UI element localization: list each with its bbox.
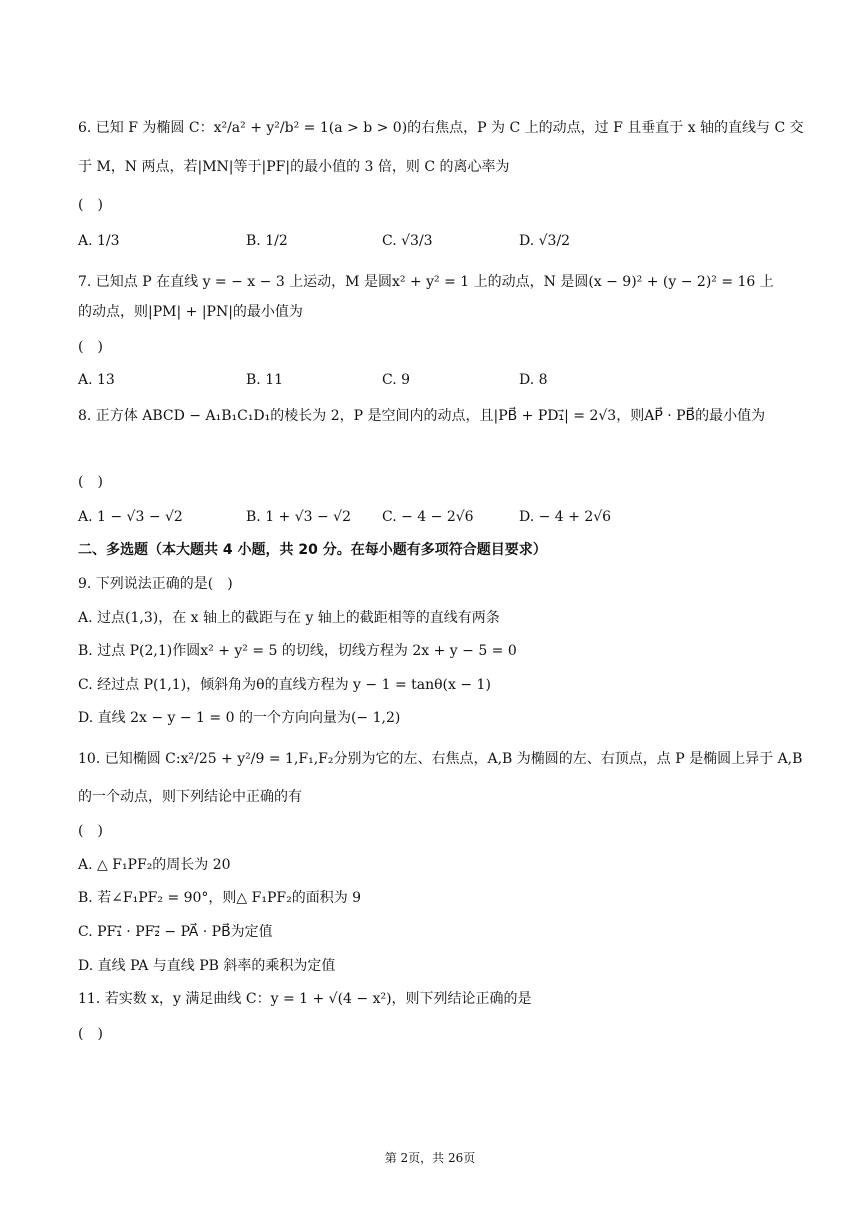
q10-stem-line1: 10. 已知椭圆 C:x²/25 + y²/9 = 1,F₁,F₂分别为它的左、右焦点，A,B 为椭圆的左、右顶点，点 P 是椭圆上异于 A,B [78,751,803,767]
q9-option-a: A. 过点(1,3)，在 x 轴上的截距与在 y 轴上的截距相等的直线有两条 [78,610,500,626]
q8-answer-paren: ( ) [78,474,103,490]
page-number-footer: 第 2页，共 26页 [384,1151,476,1165]
q7-option-a: A. 13 [78,372,115,388]
q9-option-b: B. 过点 P(2,1)作圆x² + y² = 5 的切线，切线方程为 2x + y − 5 = 0 [78,643,517,659]
q8-option-a: A. 1 − √3 − √2 [78,509,183,525]
q10-option-d: D. 直线 PA 与直线 PB 斜率的乘积为定值 [78,958,336,974]
q7-option-d: D. 8 [519,372,548,388]
section-2-heading: 二、多选题（本大题共 4 小题，共 20 分。在每小题有多项符合题目要求） [78,542,547,558]
q6-stem-line1: 6. 已知 F 为椭圆 C：x²/a² + y²/b² = 1(a > b > 0)的右焦点，P 为 C 上的动点，过 F 且垂直于 x 轴的直线与 C 交 [78,120,804,136]
q10-option-a: A. △ F₁PF₂的周长为 20 [78,857,231,873]
q8-option-d: D. − 4 + 2√6 [519,509,612,525]
q10-option-b: B. 若∠F₁PF₂ = 90°，则△ F₁PF₂的面积为 9 [78,890,362,906]
q7-stem-line2: 的动点，则|PM| + |PN|的最小值为 [78,304,303,320]
q11-answer-paren: ( ) [78,1026,103,1042]
q6-option-c: C. √3/3 [382,233,433,249]
q8-option-b: B. 1 + √3 − √2 [246,509,352,525]
q7-stem-line1: 7. 已知点 P 在直线 y = − x − 3 上运动，M 是圆x² + y² = 1 上的动点，N 是圆(x − 9)² + (y − 2)² = 16 上 [78,274,774,290]
q10-option-c: C. PF₁⃗ · PF₂⃗ − PA⃗ · PB⃗为定值 [78,924,273,940]
q7-option-b: B. 11 [246,372,284,388]
q9-option-d: D. 直线 2x − y − 1 = 0 的一个方向向量为(− 1,2) [78,710,401,726]
q6-option-b: B. 1/2 [246,233,288,249]
q10-answer-paren: ( ) [78,823,103,839]
q6-option-a: A. 1/3 [78,233,120,249]
q10-stem-line2: 的一个动点，则下列结论中正确的有 [78,789,302,805]
q6-answer-paren: ( ) [78,197,103,213]
q9-option-c: C. 经过点 P(1,1)，倾斜角为θ的直线方程为 y − 1 = tanθ(x − 1) [78,677,491,693]
q9-stem: 9. 下列说法正确的是( ) [78,576,233,592]
q6-stem-line2: 于 M，N 两点，若|MN|等于|PF|的最小值的 3 倍，则 C 的离心率为 [78,159,510,175]
q7-option-c: C. 9 [382,372,411,388]
q8-stem-line1: 8. 正方体 ABCD − A₁B₁C₁D₁的棱长为 2，P 是空间内的动点，且|PB⃗ + PD₁⃗| = 2√3，则AP⃗ · PB⃗的最小值为 [78,408,766,424]
q7-answer-paren: ( ) [78,339,103,355]
q8-option-c: C. − 4 − 2√6 [382,509,474,525]
q6-option-d: D. √3/2 [519,233,571,249]
q11-stem-line1: 11. 若实数 x，y 满足曲线 C：y = 1 + √(4 − x²)，则下列结论正确的是 [78,991,532,1007]
